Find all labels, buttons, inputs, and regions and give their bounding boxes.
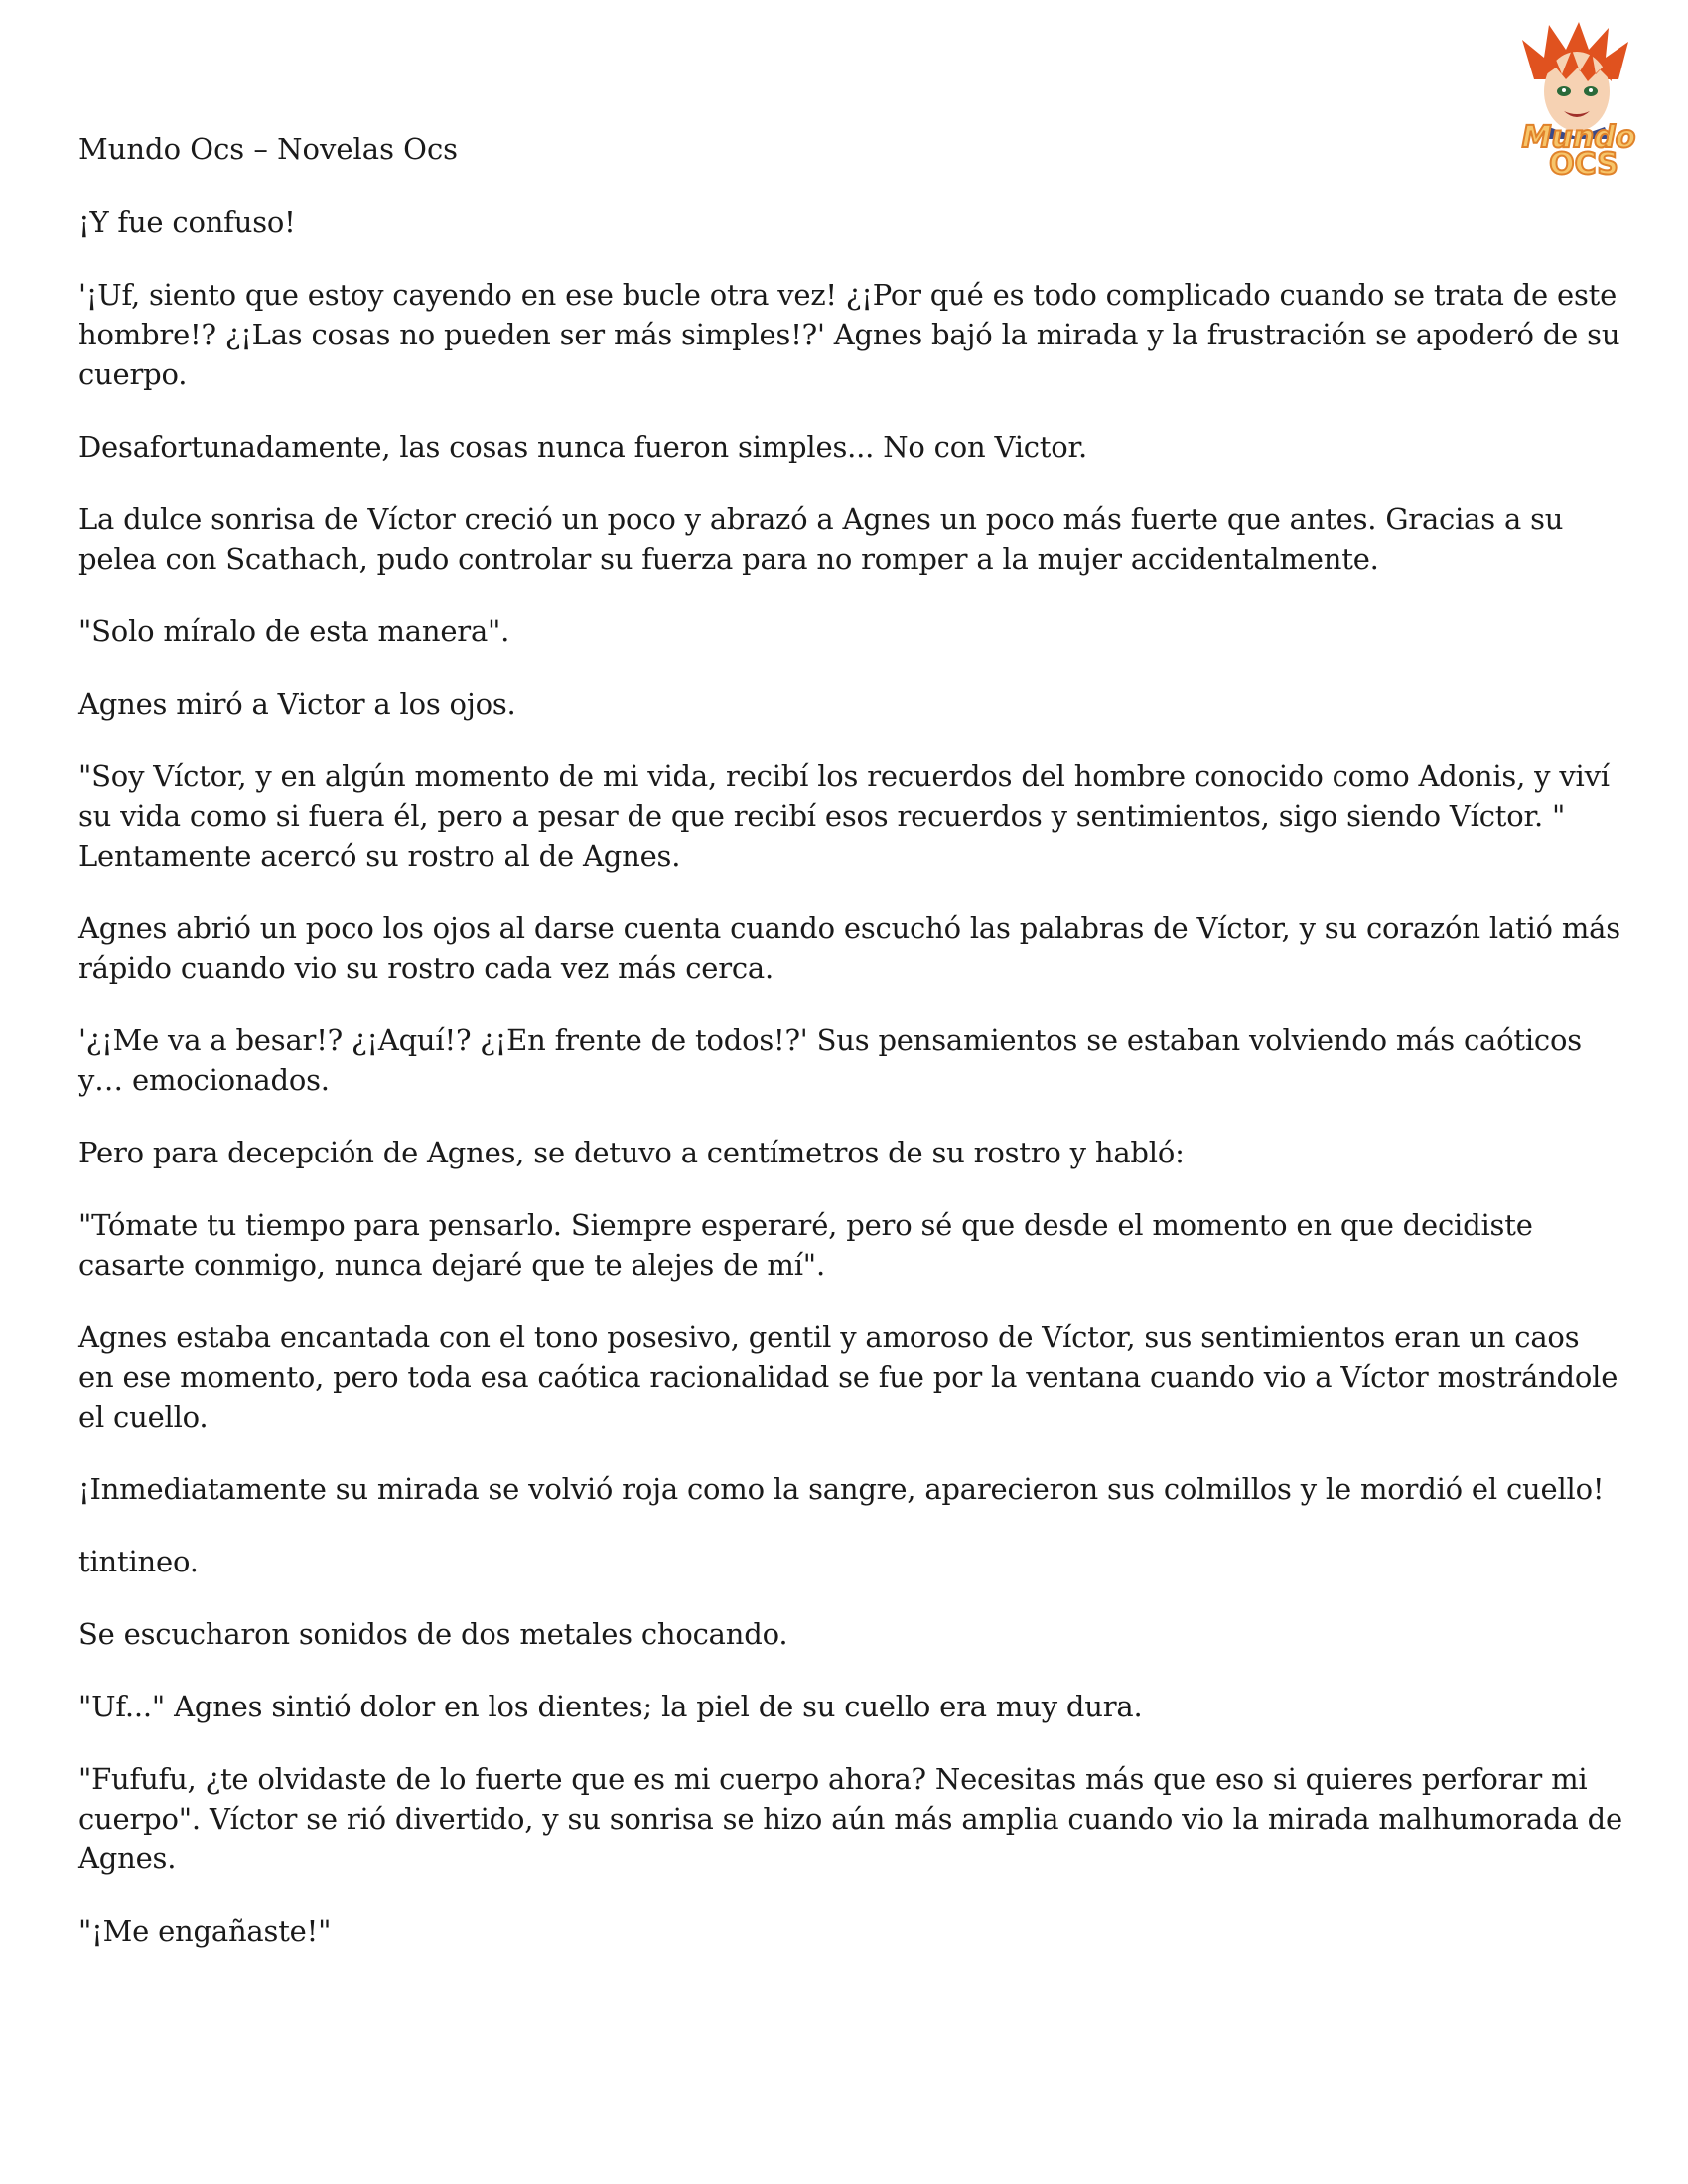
paragraph: "Fufufu, ¿te olvidaste de lo fuerte que es mi cuerpo ahora? Necesitas más que eso si quieres perforar mi cuerpo". Víctor se rió divertido, y su sonrisa se hizo aún más amplia cuando vio la mirada malhumorada de Agnes. xyxy=(78,1762,1622,1875)
paragraph: '¡Uf, siento que estoy cayendo en ese bucle otra vez! ¿¡Por qué es todo complicado cuando se trata de este hombre!? ¿¡Las cosas no pueden ser más simples!?' Agnes bajó la mirada y la frustración se apoderó de su cuerpo. xyxy=(78,278,1620,391)
paragraph: Desafortunadamente, las cosas nunca fueron simples... No con Victor. xyxy=(78,430,1088,464)
logo-mascot-icon xyxy=(1504,20,1653,179)
document-body xyxy=(78,203,1622,1983)
paragraph: ¡Y fue confuso! xyxy=(78,205,296,239)
paragraph: "Tómate tu tiempo para pensarlo. Siempre esperaré, pero sé que desde el momento en que decidiste casarte conmigo, nunca dejaré que te alejes de mí". xyxy=(78,1208,1533,1282)
paragraph: La dulce sonrisa de Víctor creció un poco y abrazó a Agnes un poco más fuerte que antes. Gracias a su pelea con Scathach, pudo controlar su fuerza para no romper a la mujer accidentalmente. xyxy=(78,502,1564,576)
paragraph: '¿¡Me va a besar!? ¿¡Aquí!? ¿¡En frente de todos!?' Sus pensamientos se estaban volviendo más caóticos y… emocionados. xyxy=(78,1024,1582,1097)
mundo-ocs-logo xyxy=(1504,20,1653,179)
paragraph: "Solo míralo de esta manera". xyxy=(78,614,510,648)
logo-text-line1: Mundo xyxy=(1521,120,1636,155)
paragraph: Se escucharon sonidos de dos metales chocando. xyxy=(78,1617,788,1651)
document-header: Mundo Ocs – Novelas Ocs xyxy=(78,132,459,166)
logo-text-line2: OCS xyxy=(1549,147,1618,179)
paragraph: "Uf..." Agnes sintió dolor en los dientes; la piel de su cuello era muy dura. xyxy=(78,1690,1143,1723)
paragraph: "¡Me engañaste!" xyxy=(78,1914,332,1948)
paragraph: "Soy Víctor, y en algún momento de mi vida, recibí los recuerdos del hombre conocido como Adonis, y viví su vida como si fuera él, pero a pesar de que recibí esos recuerdos y sentimientos, sigo siendo Víctor. " Lentamente acercó su rostro al de Agnes. xyxy=(78,759,1610,873)
paragraph: Agnes miró a Victor a los ojos. xyxy=(78,687,516,721)
paragraph: tintineo. xyxy=(78,1545,199,1578)
paragraph: Pero para decepción de Agnes, se detuvo a centímetros de su rostro y habló: xyxy=(78,1136,1185,1169)
paragraph: Agnes abrió un poco los ojos al darse cuenta cuando escuchó las palabras de Víctor, y su corazón latió más rápido cuando vio su rostro cada vez más cerca. xyxy=(78,911,1620,985)
paragraph: ¡Inmediatamente su mirada se volvió roja como la sangre, aparecieron sus colmillos y le mordió el cuello! xyxy=(78,1472,1605,1506)
paragraph: Agnes estaba encantada con el tono posesivo, gentil y amoroso de Víctor, sus sentimientos eran un caos en ese momento, pero toda esa caótica racionalidad se fue por la ventana cuando vio a Víctor mostrándole el cuello. xyxy=(78,1320,1618,1433)
